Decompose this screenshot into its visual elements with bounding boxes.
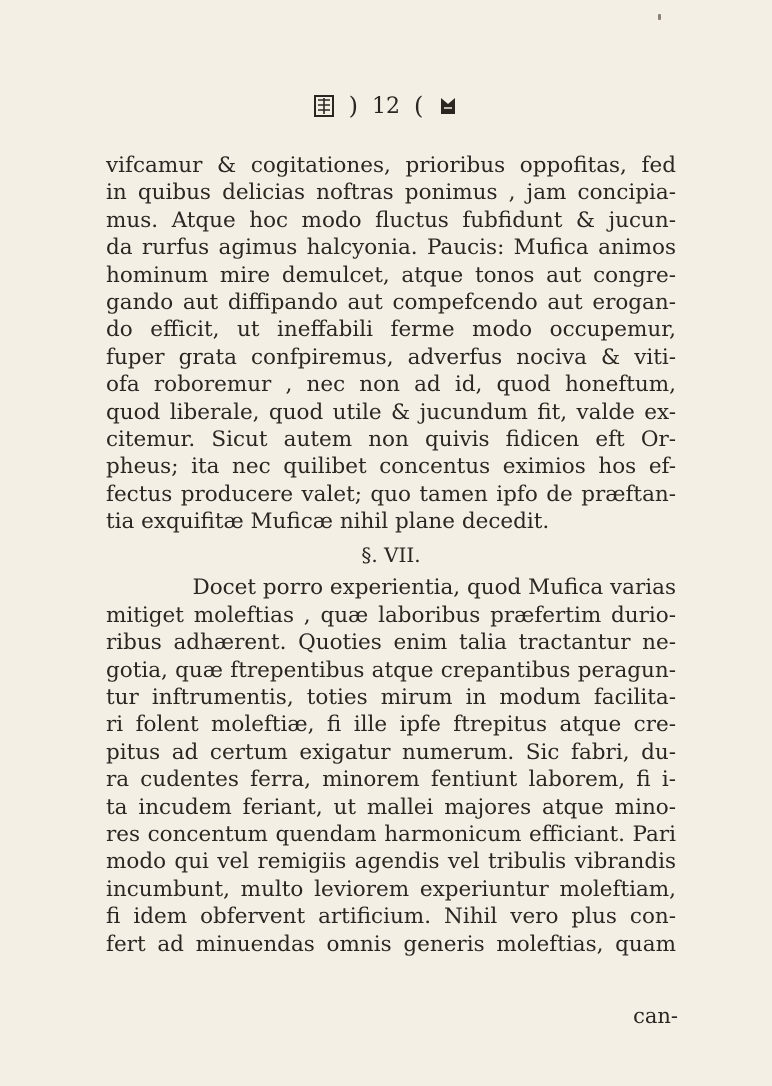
ornament-icon bbox=[437, 94, 459, 118]
paragraph-2 bbox=[106, 574, 676, 957]
header-paren-left: ( bbox=[414, 92, 424, 120]
text-line: tia exquifitæ Muficæ nihil plane decedit. bbox=[106, 509, 550, 535]
text-line: gotia, quæ ftrepentibus atque crepantibus peragun- bbox=[106, 657, 676, 683]
text-line: quod liberale, quod utile & jucundum fit, valde ex- bbox=[106, 399, 676, 425]
body-text bbox=[106, 152, 676, 958]
text-line: modo qui vel remigiis agendis vel tribulis vibrandis bbox=[106, 849, 676, 875]
text-line: ofa roboremur , nec non ad id, quod honeftum, bbox=[106, 372, 676, 398]
text-line: incumbunt, multo leviorem experiuntur moleftiam, bbox=[106, 876, 676, 902]
paragraph-1 bbox=[106, 152, 676, 535]
text-line: ribus adhærent. Quoties enim talia tractantur ne- bbox=[106, 630, 676, 656]
text-line: fectus producere valet; quo tamen ipfo de præftan- bbox=[106, 481, 676, 507]
text-line: res concentum quendam harmonicum efficiant. Pari bbox=[106, 821, 676, 847]
text-line: gando aut diffipando aut compefcendo aut erogan- bbox=[106, 289, 676, 315]
text-line: tur inftrumentis, toties mirum in modum facilita- bbox=[106, 685, 676, 711]
text-line: ri folent moleftiæ, fi ille ipfe ftrepitus atque cre- bbox=[106, 712, 676, 738]
text-line: fuper grata confpiremus, adverfus nociva & viti- bbox=[106, 344, 676, 370]
catchword: can- bbox=[633, 1004, 678, 1028]
ornament-icon bbox=[313, 94, 335, 118]
text-line: vifcamur & cogitationes, prioribus oppofitas, fed bbox=[106, 153, 676, 178]
text-line: do efficit, ut ineffabili ferme modo occupemur, bbox=[106, 317, 676, 343]
header-paren-right: ) bbox=[348, 92, 358, 120]
text-line: fert ad minuendas omnis generis moleftias, quam bbox=[106, 931, 676, 957]
text-line: Docet porro experientia, quod Mufica varias bbox=[192, 575, 676, 601]
text-line: ta incudem feriant, ut mallei majores atque mino- bbox=[106, 794, 676, 820]
text-line: da rurfus agimus halcyonia. Paucis: Mufica animos bbox=[106, 235, 676, 261]
text-line: mus. Atque hoc modo fluctus fubfidunt & jucun- bbox=[106, 207, 676, 233]
paper-speck bbox=[658, 14, 661, 20]
text-line: mitiget moleftias , quæ laboribus præfertim durio- bbox=[106, 602, 676, 628]
text-line: ra cudentes ferra, minorem fentiunt laborem, fi i- bbox=[106, 767, 676, 793]
text-line: pitus ad certum exigatur numerum. Sic fabri, du- bbox=[106, 739, 676, 765]
section-heading: §. VII. bbox=[361, 543, 421, 568]
text-line: fi idem obfervent artificium. Nihil vero plus con- bbox=[106, 904, 676, 930]
text-line: citemur. Sicut autem non quivis fidicen eft Or- bbox=[106, 426, 676, 452]
running-header bbox=[0, 92, 772, 120]
text-line: hominum mire demulcet, atque tonos aut congre- bbox=[106, 262, 676, 288]
text-line: in quibus delicias noftras ponimus , jam concipia- bbox=[106, 180, 676, 206]
page-number: 12 bbox=[372, 93, 400, 119]
text-line: pheus; ita nec quilibet concentus eximios hos ef- bbox=[106, 454, 676, 480]
